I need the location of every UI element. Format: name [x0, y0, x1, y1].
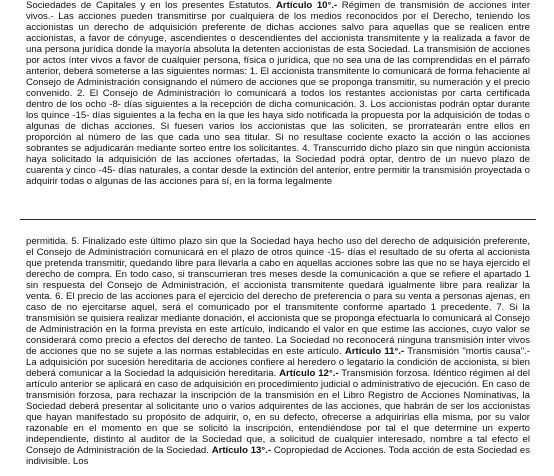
article-heading: Artículo 10°.- — [276, 0, 338, 11]
paragraph-text: Copropiedad de Acciones. Toda acción de esta Sociedad es indivisible. Los — [26, 445, 531, 467]
paragraph-text: Transmisión "mortis causa".- La adquisición por sucesión hereditaria de acciones confiere al heredero o legatario la condición de accionista, si bien deberá comunicar a la Sociedad la adquisición hereditaria. — [26, 346, 530, 379]
article-heading: Artículo 12°.- — [279, 368, 339, 379]
paragraph-text: Régimen de transmisión de acciones inter vivos.- Las acciones pueden transmitirse por cualquiera de los medios reconocidos por el Derecho, teniendo los accionistas un derecho de adquisición preferente de dichas acciones salvo para aquellas que se realicen entre accionistas, a favor de cónyuge, ascendientes o descendientes del accionista transmitente y la realizada a favor de una persona jurídica donde la mayoría absoluta la detenten accionistas de esta Sociedad. La transmisión de acciones por actos ínter vivos a favor de cualquier persona, física o jurídica, que no sea una de las comprendidas en el párrafo anterior, deberá someterse a las siguientes normas: 1. El accionista transmitente lo comunicará de forma fehaciente al Consejo de Administración consignando el número de acciones que se proponga transmitir, su numeración y el precio convenido. 2. El Consejo de Administración lo comunicará a todos los restantes accionistas por carta certificada dentro de los ocho -8- días siguientes a la recepción de dicha comunicación. 3. Los accionistas podrán optar durante los quince -15- días siguientes a la fecha en la que les haya sido notificada la propuesta por la adquisición de todas o algunas de dichas acciones. Si fuesen varios los accionistas que las soliciten, se prorratearán entre ellos en proporción al número de las que cada uno sea titular. Si no resultase cociente exacto la acción o las acciones sobrantes se adjudicarán mediante sorteo entre los solicitantes. 4. Transcurrido dicho plazo sin que ningún accionista haya solicitado la adquisición de las acciones ofertadas, la Sociedad podrá optar, dentro de un nuevo plazo de cuarenta y cinco -45- días naturales, a contar desde la extinción del anterior, entre permitir la transmisión proyectada o adquirir todas o algunas de las acciones para sí, en la forma legalmente — [26, 0, 531, 187]
paragraph-text: Sociedades de Capitales y en los presentes Estatutos. — [26, 0, 276, 11]
paragraph-text: permitida. 5. Finalizado este último plazo sin que la Sociedad haya hecho uso del derecho de adquisición preferente, el Consejo de Administración comunicará en el plazo de otros quince -15- días el resultado de su oferta al accionista que pretenda transmitir, quedando libre para llevarla a cabo en aquellas acciones sobre las que no se haya ejercido el derecho de compra. En todo caso, si transcurrieran tres meses desde la comunicación a que se refiere el apartado 1 sin respuesta del Consejo de Administración, el accionista transmitente quedará igualmente libre para realizar la venta. 6. El precio de las acciones para el ejercicio del derecho de preferencia o para su venta a personas ajenas, en caso de no ejercitarse aquel, será el comunicado por el transmitente conforme apartado 1 precedente. 7. Si la transmisión se quisiera realizar mediante donación, el accionista que se proponga efectuarla lo comunicará al Consejo de Administración en la forma prevista en este artículo, indicando el valor en que estime las acciones, cuyo valor se considerará como precio a efectos del derecho de tanteo. La Sociedad no reconocerá ninguna transmisión inter vivos de acciones que no se sujete a las normas establecidas en este artículo. — [26, 236, 530, 357]
page-divider — [20, 219, 536, 220]
paragraph-text: Transmisión forzosa. Idéntico régimen al del artículo anterior se aplicará en caso de adquisición en procedimiento judicial o administrativo de ejecución. En caso de transmisión forzosa, para rechazar la inscripción de la transmisión en el Libro Registro de Acciones Nominativas, la Sociedad deberá presentar al solicitante uno o varios adquirentes de las acciones, que habrán de ser los accionistas que hayan manifestado su propósito de adquirir, o, en su defecto, ofrecerse a adquirirlas ella misma, por su valor razonable en el momento en que se solicitó la inscripción, entendiéndose por tal el que determine un experto independiente, distinto al auditor de la Sociedad que, a solicitud de cualquier interesado, nombre a tal efecto el Consejo de Administración de la Sociedad. — [26, 368, 530, 456]
articles-11-13-text-block — [26, 236, 530, 467]
article-heading: Artículo 11°.- — [344, 346, 405, 357]
article-heading: Artículo 13°.- — [211, 445, 272, 456]
article-10-text-block — [26, 0, 530, 187]
